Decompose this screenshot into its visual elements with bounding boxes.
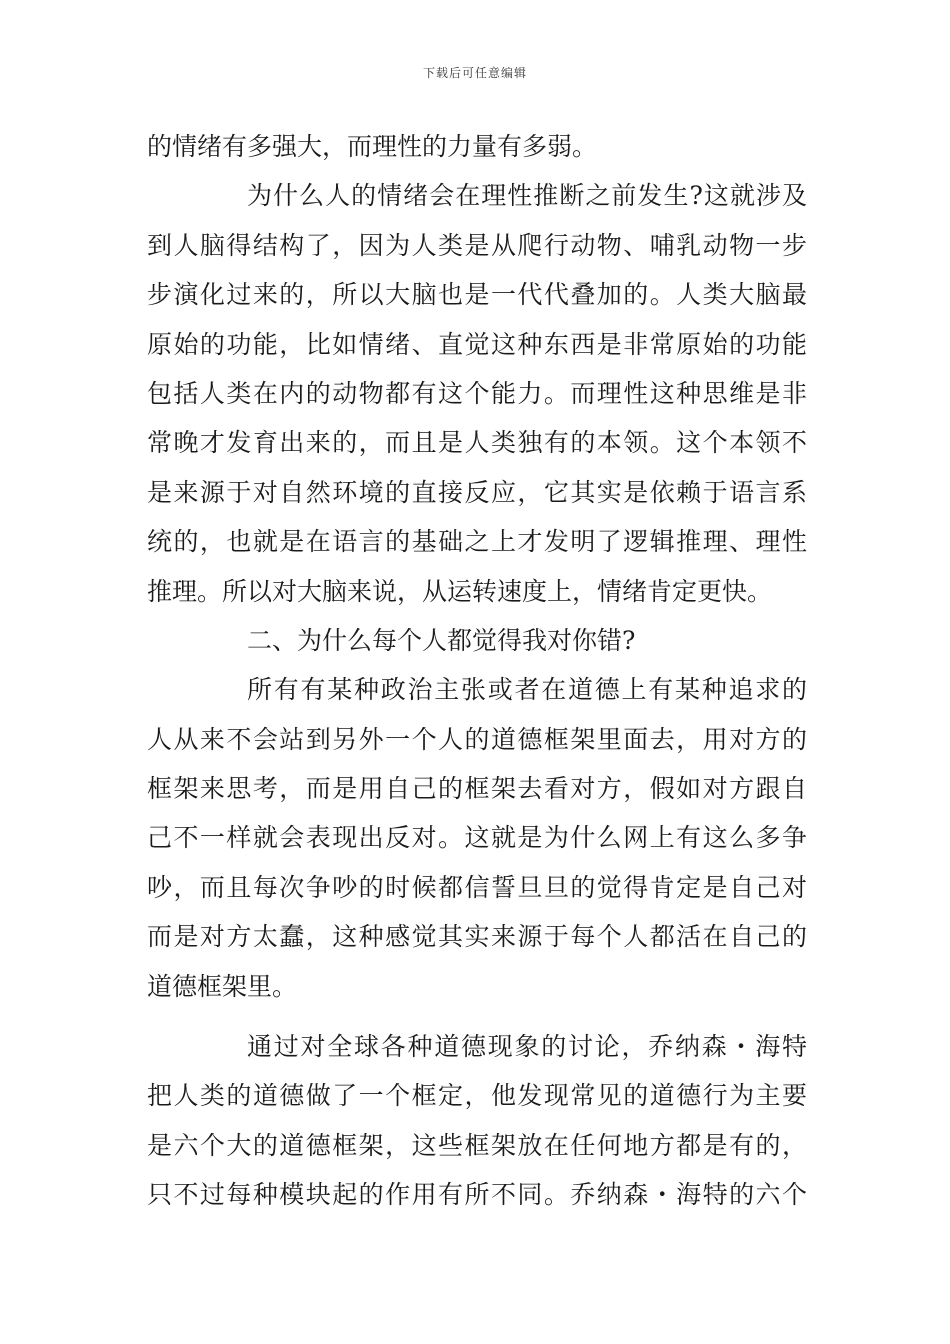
page-header: 下载后可任意编辑 bbox=[422, 66, 527, 80]
paragraph bbox=[147, 1022, 807, 1220]
paragraph bbox=[147, 171, 807, 616]
text-line: 是六个大的道德框架，这些框架放在任何地方都是有的， bbox=[147, 1130, 807, 1160]
text-line: 原始的功能，比如情绪、直觉这种东西是非常原始的功能 bbox=[147, 329, 807, 359]
text-line: 所有有某种政治主张或者在道德上有某种追求的 bbox=[247, 675, 807, 705]
text-line: 道德框架里。 bbox=[147, 971, 298, 1001]
text-line: 到人脑得结构了，因为人类是从爬行动物、哺乳动物一步 bbox=[147, 230, 807, 260]
document-body bbox=[147, 122, 807, 1220]
text-line: 为什么人的情绪会在理性推断之前发生?这就涉及 bbox=[247, 181, 807, 211]
text-line: 统的，也就是在语言的基础之上才发明了逻辑推理、理性 bbox=[147, 527, 807, 557]
text-line: 人从来不会站到另外一个人的道德框架里面去，用对方的 bbox=[147, 724, 807, 754]
text-line: 常晚才发育出来的，而且是人类独有的本领。这个本领不 bbox=[147, 428, 807, 458]
text-line: 吵，而且每次争吵的时候都信誓旦旦的觉得肯定是自己对 bbox=[147, 872, 807, 902]
text-line: 是来源于对自然环境的直接反应，它其实是依赖于语言系 bbox=[147, 477, 807, 507]
text-line: 通过对全球各种道德现象的讨论，乔纳森・海特 bbox=[247, 1032, 807, 1062]
paragraph bbox=[147, 122, 807, 171]
text-line: 二、为什么每个人都觉得我对你错? bbox=[247, 625, 636, 655]
paragraph-gap bbox=[147, 1011, 807, 1022]
text-line: 把人类的道德做了一个框定，他发现常见的道德行为主要 bbox=[147, 1081, 807, 1111]
text-line: 只不过每种模块起的作用有所不同。乔纳森・海特的六个 bbox=[147, 1180, 807, 1210]
text-line: 己不一样就会表现出反对。这就是为什么网上有这么多争 bbox=[147, 823, 807, 853]
text-line: 而是对方太蠢，这种感觉其实来源于每个人都活在自己的 bbox=[147, 922, 807, 952]
text-line: 框架来思考，而是用自己的框架去看对方，假如对方跟自 bbox=[147, 774, 807, 804]
text-line: 推理。所以对大脑来说，从运转速度上，情绪肯定更快。 bbox=[147, 576, 773, 606]
text-line: 的情绪有多强大，而理性的力量有多弱。 bbox=[147, 132, 598, 161]
text-line: 包括人类在内的动物都有这个能力。而理性这种思维是非 bbox=[147, 378, 807, 408]
section-heading bbox=[147, 616, 807, 665]
paragraph bbox=[147, 665, 807, 1011]
text-line: 步演化过来的，所以大脑也是一代代叠加的。人类大脑最 bbox=[147, 280, 807, 310]
